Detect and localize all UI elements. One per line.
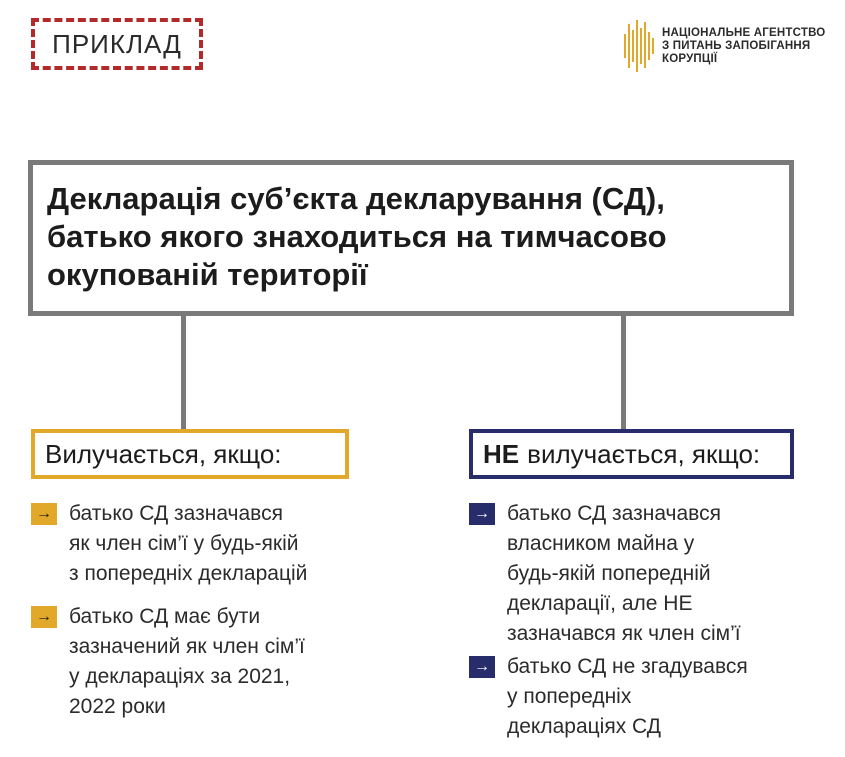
item-line: батько СД не згадувався (507, 655, 748, 678)
title-line: окупованій території (47, 257, 368, 292)
arrow-right-icon: → (469, 503, 495, 525)
item-line: зазначався як член сім’ї (507, 622, 741, 645)
item-line: батько СД зазначався (507, 502, 721, 525)
item-line: власником майна у (507, 532, 695, 555)
agency-logo (624, 20, 825, 72)
example-badge-label: ПРИКЛАД (52, 28, 182, 59)
not-excluded-item-text (507, 652, 748, 742)
declaration-title-box (28, 160, 794, 316)
arrow-right-icon: → (31, 503, 57, 525)
item-line: 2022 роки (69, 695, 166, 718)
excluded-item-text (69, 602, 305, 722)
item-line: у попередніх (507, 685, 632, 708)
agency-name-line: КОРУПЦІЇ (662, 52, 718, 65)
item-line: декларації, але НЕ (507, 592, 693, 615)
not-excluded-heading-box (469, 429, 794, 479)
item-line: батько СД зазначався (69, 502, 283, 525)
excluded-item (31, 602, 305, 722)
item-line: як член сім’ї у будь-якій (69, 532, 299, 555)
agency-name-line: З ПИТАНЬ ЗАПОБІГАННЯ (662, 39, 811, 52)
agency-name (662, 27, 825, 66)
right-connector-line (621, 316, 626, 429)
item-line: зазначений як член сім’ї (69, 635, 305, 658)
item-line: у деклараціях за 2021, (69, 665, 291, 688)
not-excluded-item (469, 499, 741, 649)
nazk-logo-icon (624, 20, 654, 72)
excluded-heading-box (31, 429, 349, 479)
title-line: батько якого знаходиться на тимчасово (47, 219, 667, 254)
item-line: з попередніх декларацій (69, 562, 308, 585)
title-line: Декларація суб’єкта декларування (СД), (47, 181, 665, 216)
item-line: батько СД має бути (69, 605, 261, 628)
example-badge (31, 18, 203, 70)
not-excluded-heading-strong: НЕ (483, 438, 520, 469)
not-excluded-item-text (507, 499, 741, 649)
left-connector-line (181, 316, 186, 429)
excluded-item-text (69, 499, 307, 589)
arrow-right-icon: → (469, 656, 495, 678)
arrow-right-icon: → (31, 606, 57, 628)
item-line: деклараціях СД (507, 715, 661, 738)
not-excluded-heading-rest: вилучається, якщо: (527, 438, 761, 469)
agency-name-line: НАЦІОНАЛЬНЕ АГЕНТСТВО (662, 26, 826, 39)
excluded-heading: Вилучається, якщо: (45, 438, 282, 469)
excluded-item (31, 499, 307, 589)
item-line: будь-якій попередній (507, 562, 711, 585)
not-excluded-item (469, 652, 748, 742)
